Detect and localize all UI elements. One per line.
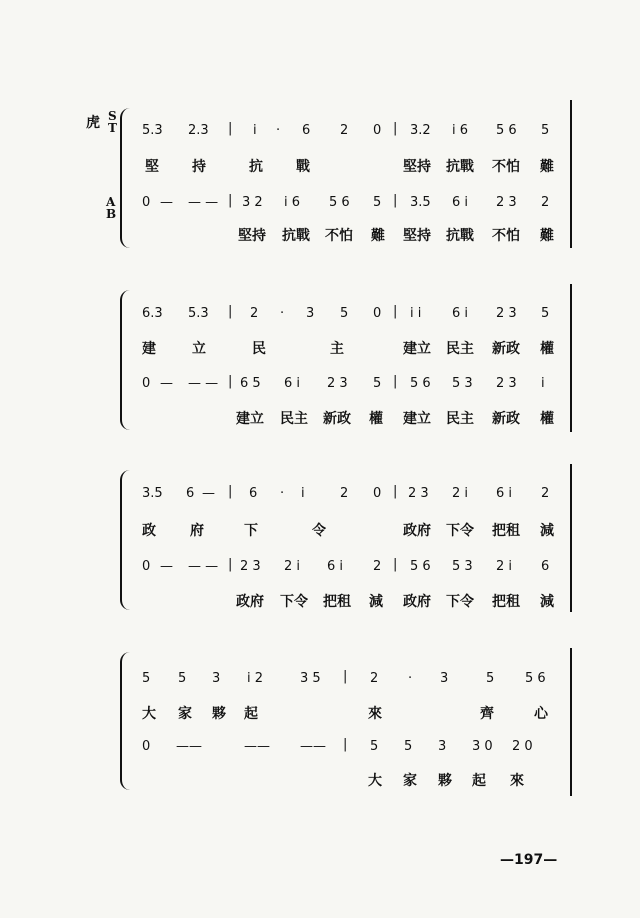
s-lyric: 政府	[403, 523, 431, 539]
s-note: 5.3	[188, 306, 209, 321]
s-lyric: 來	[368, 706, 382, 722]
s-lyric: 政	[142, 523, 156, 539]
a-note: 2 3	[240, 559, 261, 574]
a-note: 2 3	[327, 376, 348, 391]
a-lyric: 政府	[403, 594, 431, 610]
s-note: i	[301, 486, 305, 501]
s-note: 3	[306, 306, 315, 321]
a-lyric: 不怕	[325, 228, 353, 244]
a-note: 2 i	[284, 559, 301, 574]
s-note: 3	[440, 671, 449, 686]
a-lyric: 民主	[446, 411, 474, 427]
a-note: 2 3	[496, 195, 517, 210]
s-lyric: 減	[540, 523, 554, 539]
s-lyric: 主	[330, 341, 344, 357]
a-note: 5 6	[410, 376, 431, 391]
s-note: 6 i	[452, 306, 469, 321]
s-note: —	[202, 486, 215, 501]
barline: |	[393, 304, 398, 319]
a-note: 6 i	[327, 559, 344, 574]
system-end-barline	[570, 100, 572, 248]
s-lyric: 把租	[492, 523, 520, 539]
a-note: 5	[373, 376, 382, 391]
s-note: 2	[340, 123, 349, 138]
a-lyric: 權	[369, 411, 383, 427]
barline: |	[343, 737, 348, 752]
system-end-barline	[570, 284, 572, 432]
s-lyric: 立	[192, 341, 206, 357]
barline: |	[343, 669, 348, 684]
a-note: — —	[188, 559, 219, 574]
s-note: 5	[178, 671, 187, 686]
a-lyric: 起	[472, 773, 486, 789]
s-lyric: 持	[192, 159, 206, 175]
a-note: —	[160, 376, 173, 391]
s-note: 5	[541, 306, 550, 321]
a-lyric: 把租	[492, 594, 520, 610]
s-note: 0	[373, 123, 382, 138]
s-lyric: 下	[244, 523, 258, 539]
s-note: 5 6	[496, 123, 517, 138]
s-lyric: 民	[252, 341, 266, 357]
a-note: 0	[142, 195, 151, 210]
s-lyric: 心	[534, 706, 548, 722]
a-note: 3 0	[472, 739, 493, 754]
a-note: ——	[244, 739, 270, 754]
a-lyric: 難	[371, 228, 385, 244]
s-note: 6	[302, 123, 311, 138]
s-lyric: 新政	[492, 341, 520, 357]
s-note: 2	[541, 486, 550, 501]
s-note: 0	[373, 486, 382, 501]
s-note: i 2	[247, 671, 264, 686]
a-note: ——	[176, 739, 202, 754]
s-lyric: 權	[540, 341, 554, 357]
system-end-barline	[570, 648, 572, 796]
s-note: ·	[408, 671, 413, 686]
a-note: 3 2	[242, 195, 263, 210]
a-lyric: 來	[510, 773, 524, 789]
barline: |	[228, 484, 233, 499]
a-note: 5 3	[452, 559, 473, 574]
s-lyric: 府	[190, 523, 204, 539]
a-note: 5	[404, 739, 413, 754]
barline: |	[228, 304, 233, 319]
s-lyric: 堅持	[403, 159, 431, 175]
s-note: 5	[142, 671, 151, 686]
a-lyric: 新政	[323, 411, 351, 427]
a-lyric: 堅持	[238, 228, 266, 244]
a-note: 5	[370, 739, 379, 754]
s-note: 3.2	[410, 123, 431, 138]
s-lyric: 夥	[212, 706, 226, 722]
a-lyric: 減	[540, 594, 554, 610]
barline: |	[393, 557, 398, 572]
barline: |	[228, 557, 233, 572]
a-lyric: 權	[540, 411, 554, 427]
a-lyric: 抗戰	[446, 228, 474, 244]
a-lyric: 新政	[492, 411, 520, 427]
a-note: — —	[188, 376, 219, 391]
s-note: ·	[280, 486, 285, 501]
s-note: 3.5	[142, 486, 163, 501]
s-lyric: 戰	[296, 159, 310, 175]
a-lyric: 下令	[280, 594, 308, 610]
a-lyric: 家	[403, 773, 417, 789]
s-note: 2	[250, 306, 259, 321]
a-note: 5 6	[410, 559, 431, 574]
a-note: 6 5	[240, 376, 261, 391]
barline: |	[393, 121, 398, 136]
s-lyric: 起	[244, 706, 258, 722]
a-note: 2 i	[496, 559, 513, 574]
a-note: 3.5	[410, 195, 431, 210]
s-note: 3	[212, 671, 221, 686]
barline: |	[228, 193, 233, 208]
a-lyric: 難	[540, 228, 554, 244]
a-lyric: 抗戰	[282, 228, 310, 244]
a-note: i	[541, 376, 545, 391]
a-lyric: 下令	[446, 594, 474, 610]
s-note: 5.3	[142, 123, 163, 138]
s-note: 6	[186, 486, 195, 501]
a-note: i 6	[284, 195, 301, 210]
a-note: 3	[438, 739, 447, 754]
barline: |	[393, 193, 398, 208]
s-note: 6 i	[496, 486, 513, 501]
a-note: 5 3	[452, 376, 473, 391]
s-note: i 6	[452, 123, 469, 138]
a-note: 5 6	[329, 195, 350, 210]
a-lyric: 不怕	[492, 228, 520, 244]
s-lyric: 建立	[403, 341, 431, 357]
s-note: 5	[340, 306, 349, 321]
s-lyric: 民主	[446, 341, 474, 357]
page-number: —197—	[500, 852, 558, 868]
s-lyric: 令	[312, 523, 326, 539]
a-note: 0	[142, 376, 151, 391]
a-note: — —	[188, 195, 219, 210]
s-lyric: 建	[142, 341, 156, 357]
system-brace	[120, 470, 130, 610]
s-lyric: 下令	[446, 523, 474, 539]
a-note: 5	[373, 195, 382, 210]
s-note: 2 i	[452, 486, 469, 501]
s-note: i	[253, 123, 257, 138]
s-lyric: 抗	[249, 159, 263, 175]
a-lyric: 政府	[236, 594, 264, 610]
a-note: —	[160, 195, 173, 210]
s-lyric: 家	[178, 706, 192, 722]
a-lyric: 建立	[236, 411, 264, 427]
s-note: ·	[276, 123, 281, 138]
barline: |	[228, 121, 233, 136]
s-lyric: 堅	[145, 159, 159, 175]
voice-label-ab: A B	[106, 195, 117, 221]
a-note: 2 3	[496, 376, 517, 391]
s-note: 5	[541, 123, 550, 138]
s-note: 3 5	[300, 671, 321, 686]
a-lyric: 把租	[323, 594, 351, 610]
a-lyric: 建立	[403, 411, 431, 427]
barline: |	[228, 374, 233, 389]
s-note: 2 3	[408, 486, 429, 501]
barline: |	[393, 484, 398, 499]
s-note: 2.3	[188, 123, 209, 138]
s-lyric: 不怕	[492, 159, 520, 175]
s-note: ·	[280, 306, 285, 321]
a-lyric: 減	[369, 594, 383, 610]
system-brace	[120, 108, 130, 248]
s-lyric: 大	[142, 706, 156, 722]
s-note: 5 6	[525, 671, 546, 686]
s-note: 2	[340, 486, 349, 501]
voice-label-st: S T	[108, 109, 117, 135]
s-note: 6	[249, 486, 258, 501]
a-lyric: 大	[368, 773, 382, 789]
s-note: 2	[370, 671, 379, 686]
system-end-barline	[570, 464, 572, 612]
system-brace	[120, 290, 130, 430]
a-note: 0	[142, 739, 151, 754]
a-note: 6	[541, 559, 550, 574]
barline: |	[393, 374, 398, 389]
a-lyric: 民主	[280, 411, 308, 427]
s-note: 6.3	[142, 306, 163, 321]
system-brace	[120, 652, 130, 790]
a-note: 0	[142, 559, 151, 574]
a-note: 2 0	[512, 739, 533, 754]
s-note: 5	[486, 671, 495, 686]
s-lyric: 齊	[480, 706, 494, 722]
s-lyric: 抗戰	[446, 159, 474, 175]
s-note: 0	[373, 306, 382, 321]
a-note: 6 i	[284, 376, 301, 391]
a-lyric: 夥	[438, 773, 452, 789]
a-note: 6 i	[452, 195, 469, 210]
s-note: i i	[410, 306, 422, 321]
a-note: —	[160, 559, 173, 574]
header-label: 虎	[86, 115, 100, 131]
a-note: 2	[373, 559, 382, 574]
a-note: 2	[541, 195, 550, 210]
a-note: ——	[300, 739, 326, 754]
a-lyric: 堅持	[403, 228, 431, 244]
s-note: 2 3	[496, 306, 517, 321]
s-lyric: 難	[540, 159, 554, 175]
